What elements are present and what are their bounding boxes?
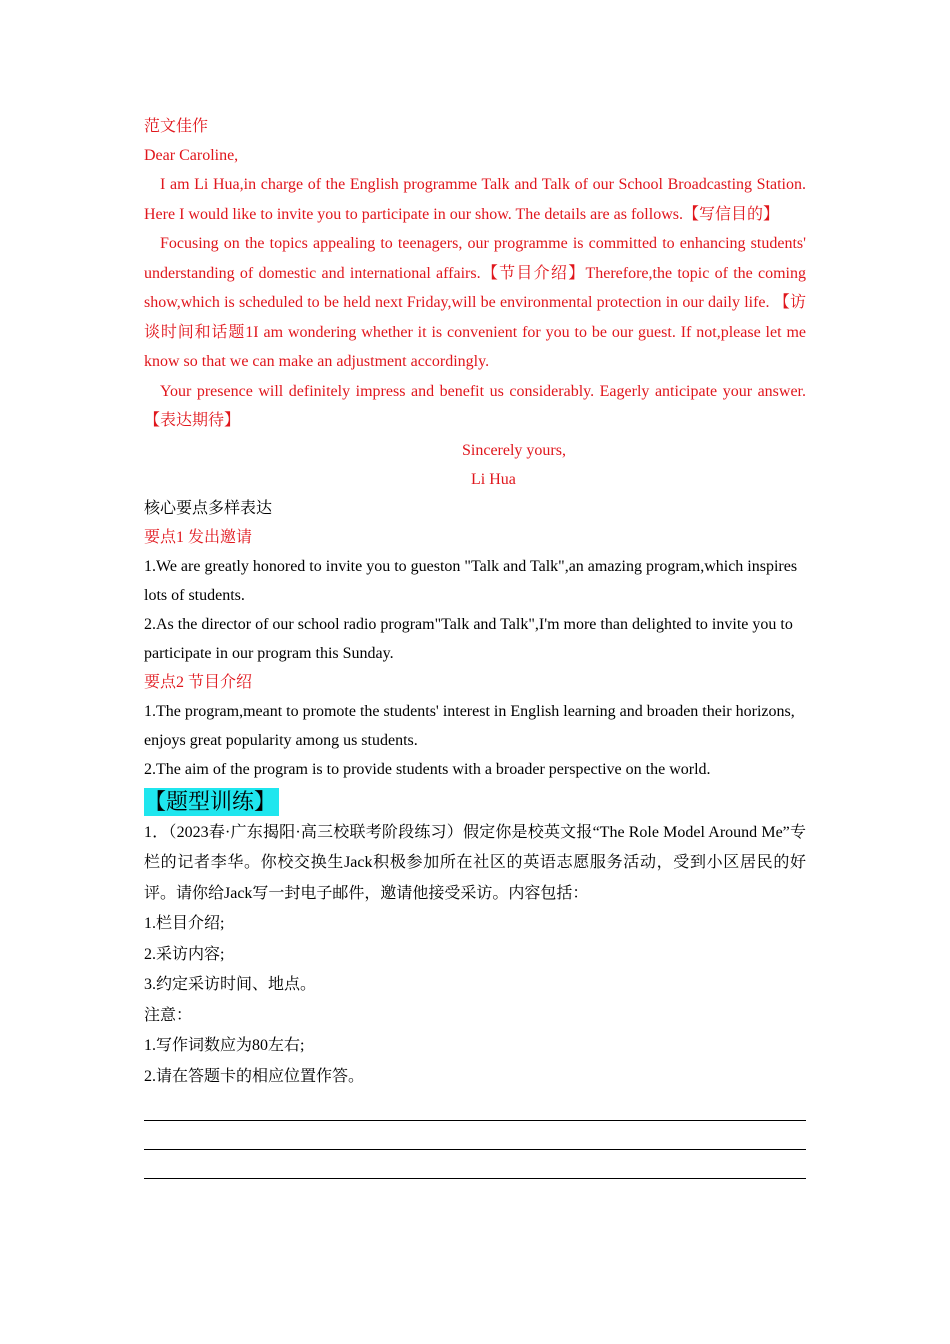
core-points-section (144, 494, 806, 784)
point-2-item-2: 2.The aim of the program is to provide students with a broader perspective on the world. (144, 760, 711, 778)
point-2-item-1: 1.The program,meant to promote the students' interest in English learning and broaden their horizons, enjoys great popularity among us students. (144, 702, 795, 749)
content-item-2: 2.采访内容; (144, 945, 225, 963)
practice-section (144, 818, 806, 1093)
point-1-title: 要点1 发出邀请 (144, 528, 253, 546)
core-points-heading: 核心要点多样表达 (144, 499, 273, 517)
model-essay-heading: 范文佳作 (144, 118, 209, 135)
letter-salutation: Dear Caroline, (144, 147, 239, 164)
notes-label: 注意： (144, 1006, 193, 1024)
answer-line[interactable] (144, 1121, 806, 1150)
practice-question: 1．（2023春·广东揭阳·高三校联考阶段练习）假定你是校英文报“The Role Model Around Me”专栏的记者李华。你校交换生Jack积极参加所在社区的英语志愿服务活动，受到小区居民的好评。请你给Jack写一封电子邮件，邀请他接受采访。内容包括： (144, 823, 806, 902)
answer-lines (144, 1092, 806, 1179)
letter-signature: Li Hua (471, 470, 516, 488)
point-1-item-2: 2.As the director of our school radio program"Talk and Talk",I'm more than delighted to invite you to participate in our program this Sunday. (144, 615, 793, 662)
practice-banner: 【题型训练】 (144, 788, 279, 816)
letter-signoff (144, 436, 806, 494)
letter-paragraph-1: I am Li Hua,in charge of the English programme Talk and Talk of our School Broadcasting Station. Here I would like to invite you to participate in our show. The details are as follows.【写信目的】 (144, 176, 806, 223)
letter-paragraph-3: Your presence will definitely impress and benefit us considerably. Eagerly anticipate your answer.【表达期待】 (144, 382, 806, 429)
model-essay (144, 112, 806, 494)
letter-closing: Sincerely yours, (462, 441, 566, 459)
content-item-1: 1.栏目介绍; (144, 915, 225, 932)
answer-line[interactable] (144, 1150, 806, 1179)
point-2-title: 要点2 节目介绍 (144, 673, 253, 691)
note-item-1: 1.写作词数应为80左右; (144, 1037, 305, 1054)
content-item-3: 3.约定采访时间、地点。 (144, 976, 317, 993)
document-page (144, 112, 806, 1179)
answer-line[interactable] (144, 1092, 806, 1121)
letter-paragraph-2: Focusing on the topics appealing to teenagers, our programme is committed to enhancing students' understanding of domestic and international affairs.【节目介绍】Therefore,the topic of the coming show,which is scheduled to be held next Friday,will be environmental protection in our daily life. 【访谈时间和话题1I am wondering whether it is convenient for you to be our guest. If not,please let me know so that we can make an adjustment accordingly. (144, 235, 806, 370)
point-1-item-1: 1.We are greatly honored to invite you to gueston "Talk and Talk",an amazing program,which inspires lots of students. (144, 557, 798, 604)
note-item-2: 2.请在答题卡的相应位置作答。 (144, 1067, 365, 1085)
